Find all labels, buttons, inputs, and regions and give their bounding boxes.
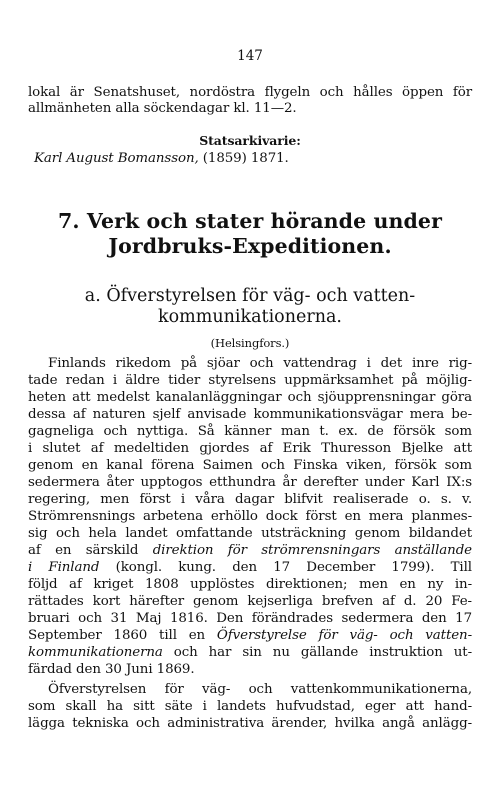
text-span: September 1860 till en <box>28 628 217 643</box>
text-line: som skall ha sitt säte i landets hufvudstad, eger att hand- <box>28 699 472 714</box>
italic-text-span: direktion för strömrensningars anställande <box>152 543 472 558</box>
text-line: sedermera åter upptogos etthundra år derefter under Karl IX:s <box>28 475 472 490</box>
text-line: färdad den 30 Juni 1869. <box>28 662 195 677</box>
text-line <box>28 560 472 576</box>
text-span: och har sin nu gällande instruktion ut- <box>162 645 472 660</box>
text-line: Finlands rikedom på sjöar och vattendrag i det inre rig- <box>48 356 472 371</box>
text-span: af en särskild <box>28 543 153 558</box>
text-line: regering, men först i våra dagar blifvit realiserade o. s. v. <box>28 492 472 507</box>
person-years: (1859) 1871. <box>198 151 289 166</box>
text-line: i slutet af medeltiden gjordes af Erik Thuresson Bjelke att <box>28 441 472 456</box>
text-line <box>28 645 472 661</box>
text-line: Öfverstyrelsen för väg- och vattenkommunikationerna, <box>48 682 472 697</box>
person-name: Karl August Bomansson, <box>34 151 199 166</box>
text-line: följd af kriget 1808 upplöstes direktionen; men en ny in- <box>28 577 472 592</box>
text-line <box>28 543 472 559</box>
italic-text-span: Öfverstyrelse för väg- och vatten- <box>216 628 472 643</box>
text-line: bruari och 31 Maj 1816. Den förändrades sedermera den 17 <box>28 611 472 626</box>
statsarkivarie-label: Statsarkivarie: <box>199 133 301 148</box>
page-number: 147 <box>237 48 263 64</box>
location-label: (Helsingfors.) <box>210 336 290 350</box>
italic-text-span: i Finland <box>28 560 100 575</box>
text-line <box>28 628 472 644</box>
text-line: sig och hela landet omfattande utsträckning genom bildandet <box>28 526 472 541</box>
text-line: lägga tekniska och administrativa ärender, hvilka angå anlägg- <box>28 716 472 731</box>
text-line: Strömrensnings arbetena erhöllo dock först en mera planmes- <box>28 509 472 524</box>
text-line: lokal är Senatshuset, nordöstra flygeln och hålles öppen för <box>28 85 472 100</box>
italic-text-span: kommunikationerna <box>28 645 163 660</box>
statsarkivarie-entry <box>34 151 478 167</box>
text-line: rättades kort härefter genom kejserliga brefven af d. 20 Fe- <box>28 594 472 609</box>
section-heading-line1: 7. Verk och stater hörande under <box>58 209 442 233</box>
text-line: allmänheten alla söckendagar kl. 11—2. <box>28 101 297 116</box>
text-line: tade redan i äldre tider styrelsens uppmärksamhet på möjlig- <box>28 373 472 388</box>
text-span: (kongl. kung. den 17 December 1799). Till <box>99 560 472 575</box>
text-line: heten att medelst kanalanläggningar och sjöupprensningar göra <box>28 390 472 405</box>
subsection-heading-line1: a. Öfverstyrelsen för väg- och vatten- <box>84 286 416 306</box>
text-line: dessa af naturen sjelf anvisade kommunikationsvägar mera be- <box>28 407 472 422</box>
section-heading-line2: Jordbruks-Expeditionen. <box>108 234 392 258</box>
text-line: genom en kanal förena Saimen och Finska viken, försök som <box>28 458 472 473</box>
text-line: gagneliga och nyttiga. Så känner man t. ex. de försök som <box>28 424 472 439</box>
subsection-heading-line2: kommunikationerna. <box>158 307 342 327</box>
